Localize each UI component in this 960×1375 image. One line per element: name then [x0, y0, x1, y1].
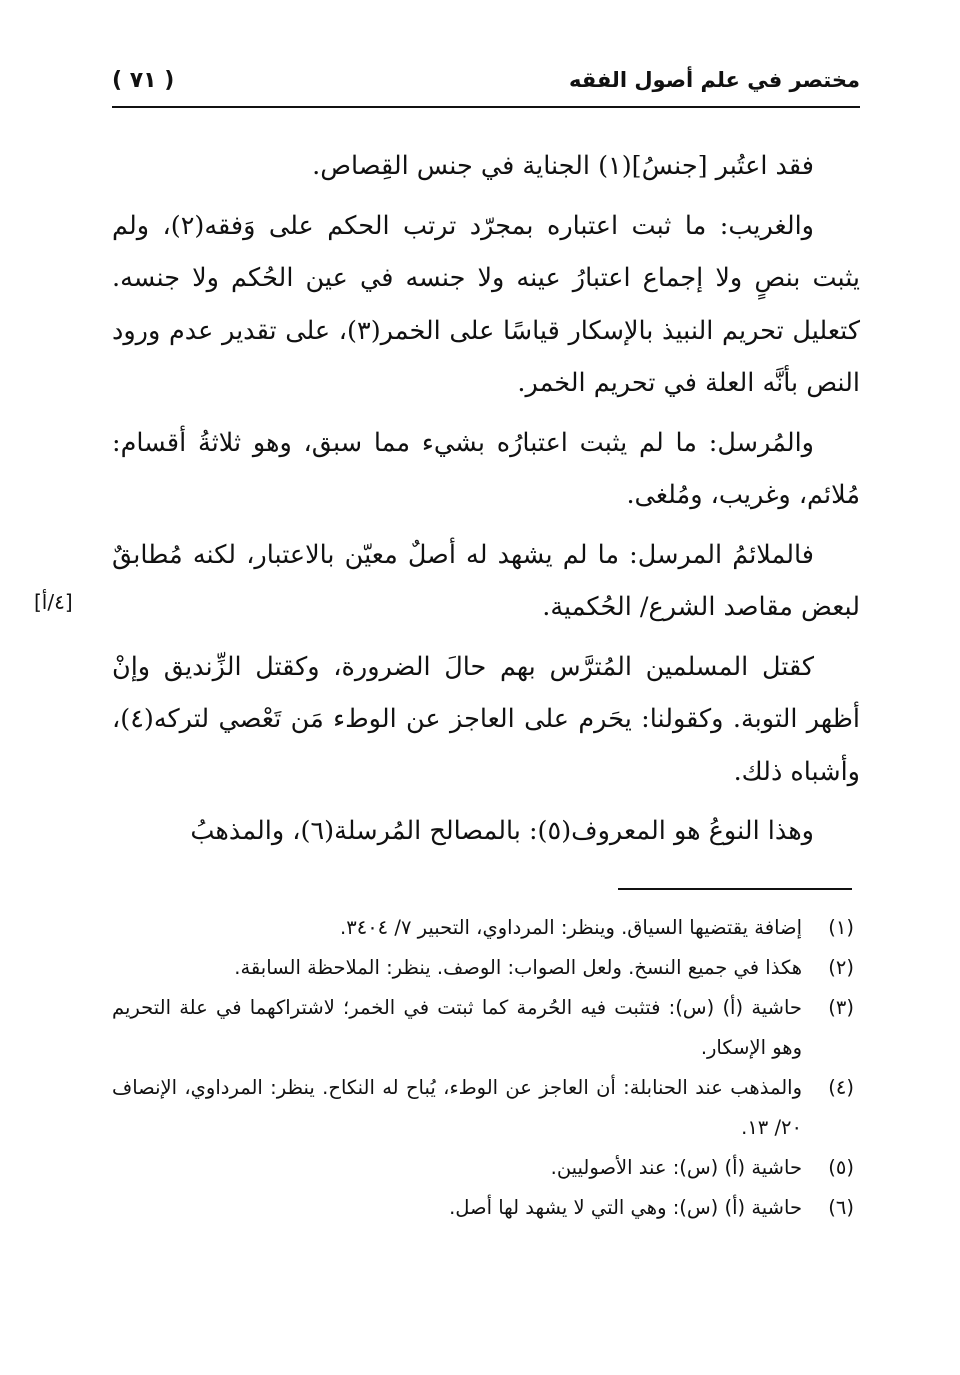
footnote-text: هكذا في جميع النسخ. ولعل الصواب: الوصف. ينظر: الملاحظة السابقة. — [234, 956, 802, 979]
footnote-text: حاشية (أ) (س): عند الأصوليين. — [550, 1156, 802, 1179]
paragraph: والغريب: ما ثبت اعتباره بمجرّد ترتب الحكم على وَفقه(٢)، ولم يثبت بنصٍ ولا إجماع اعتبارُ عينه ولا جنسه في عين الحُكم ولا جنسه. كتعليل تحريم النبيذ بالإسكار قياسًا على الخمر(٣)، على تقدير عدم ورود النص بأنَّه العلة في تحريم الخمر. — [112, 210, 860, 398]
footnote-number: (٤) — [828, 1076, 854, 1099]
manuscript-folio-marker: [٤/أ] — [34, 590, 73, 614]
footnote-number: (٦) — [828, 1196, 854, 1219]
footnote-separator — [618, 888, 852, 890]
running-header — [112, 62, 860, 108]
footnote-text: حاشية (أ) (س): وهي التي لا يشهد لها أصل. — [449, 1196, 802, 1219]
paragraph: كقتل المسلمين المُترَّس بهم حالَ الضرورة، وكقتل الزِّنديق وإنْ أظهر التوبة. وكقولنا: يحَرم على العاجز عن الوطء مَن تَعْصي لتركه(٤)، وأشباه ذلك. — [112, 651, 860, 787]
footnote-number: (٥) — [828, 1156, 854, 1179]
footnote — [112, 1068, 854, 1148]
footnote — [112, 1188, 854, 1228]
footnote-number: (٢) — [828, 956, 854, 979]
footnote-text: إضافة يقتضيها السياق. وينظر: المرداوي، التحبير ٧/ ٣٤٠٤. — [340, 916, 802, 939]
paragraph: والمُرسل: ما لم يثبت اعتبارُه بشيء مما سبق، وهو ثلاثةُ أقسام: مُلائم، وغريب، ومُلغى. — [112, 427, 860, 510]
footnote — [112, 1148, 854, 1188]
page-number: ( ٧١ ) — [112, 68, 175, 93]
footnote-text: والمذهب عند الحنابلة: أن العاجز عن الوطء، يُباح له النكاح. ينظر: المرداوي، الإنصاف ٢٠/ ١٣. — [112, 1076, 802, 1139]
paragraph: وهذا النوعُ هو المعروف(٥): بالمصالح المُرسلة(٦)، والمذهبُ — [190, 816, 814, 846]
footnote — [112, 908, 854, 948]
footnotes — [112, 908, 854, 1228]
paragraph: فالملائمُ المرسل: ما لم يشهد له أصلٌ معيّن بالاعتبار، لكنه مُطابقٌ لبعض مقاصد الشرع/ الحُكمية. — [112, 539, 860, 622]
footnote — [112, 988, 854, 1068]
footnote-number: (١) — [828, 916, 854, 939]
footnote-text: حاشية (أ) (س): فتثبت فيه الحُرمة كما ثبتت في الخمر؛ لاشتراكهما في علة التحريم وهو الإسكار. — [112, 996, 802, 1059]
footnote-number: (٣) — [828, 996, 854, 1019]
paragraph: فقد اعتُبر [جنسُ](١) الجناية في جنس القِصاص. — [312, 151, 814, 181]
main-text — [112, 140, 860, 865]
book-title: مختصر في علم أصول الفقه — [568, 68, 860, 92]
footnote — [112, 948, 854, 988]
